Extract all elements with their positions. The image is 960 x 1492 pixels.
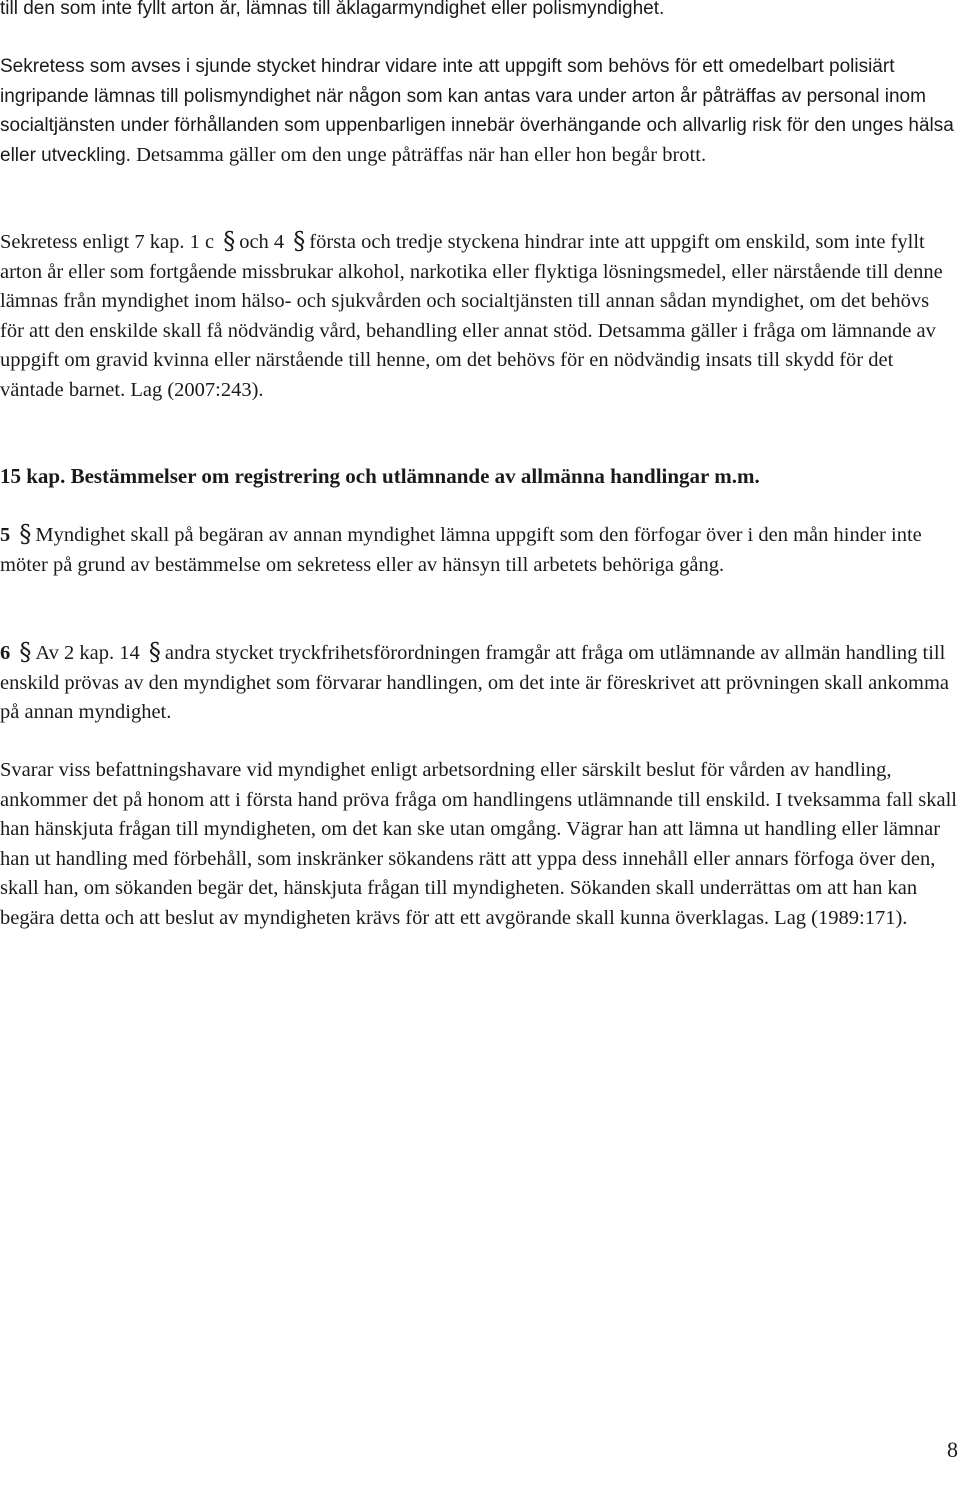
paragraph-2 <box>0 52 958 170</box>
section-number: 5 <box>0 524 11 546</box>
page-number: 8 <box>947 1437 958 1462</box>
section-mark-icon: § <box>19 638 32 666</box>
paragraph-3-part-c: första och tredje styckena hindrar inte att uppgift om enskild, som inte fyllt arton år eller som fortgående missbrukar alkohol, narkotika eller flyktiga lösningsmedel, eller närstående till denne lämnas från myndighet inom hälso- och sjukvården och socialtjänsten till annan sådan myndighet, om det behövs för att den enskilde skall få nödvändig vård, behandling eller annat stöd. Detsamma gäller i fråga om lämnande av uppgift om gravid kvinna eller närstående till henne, om det behövs för en nödvändig insats till skydd för det väntade barnet. Lag (2007:243). <box>0 231 943 401</box>
chapter-heading <box>0 462 958 492</box>
paragraph-1 <box>0 0 958 24</box>
section-mark-icon: § <box>148 638 161 666</box>
paragraph-2-tail: Detsamma gäller om den unge påträffas när han eller hon begår brott. <box>130 143 707 166</box>
paragraph-3-part-b: och 4 <box>239 231 285 253</box>
paragraph-5-part-b: andra stycket tryckfrihetsförordningen framgår att fråga om utlämnande av allmän handling till enskild prövas av den myndighet som förvarar handlingen, om det inte är föreskrivet att prövningen skall ankomma på annan myndighet. <box>0 642 950 723</box>
paragraph-5-part-a: Av 2 kap. 14 <box>35 642 140 664</box>
section-number: 6 <box>0 642 11 664</box>
paragraph-4-text: Myndighet skall på begäran av annan myndighet lämna uppgift som den förfogar över i den mån hinder inte möter på grund av bestämmelse om sekretess eller av hänsyn till arbetets behöriga gång. <box>0 524 922 576</box>
paragraph-1-text: till den som inte fyllt arton år, lämnas till åklagarmyndighet eller polismyndighet. <box>0 0 665 19</box>
paragraph-5 <box>0 639 958 728</box>
paragraph-3 <box>0 228 958 405</box>
paragraph-6-text: Svarar viss befattningshavare vid myndighet enligt arbetsordning eller särskilt beslut för vården av handling, ankommer det på honom att i första hand pröva fråga om handlingens utlämnande till enskild. I tveksamma fall skall han hänskjuta frågan till myndigheten, om det kan ske utan omgång. Vägrar han att lämna ut handling eller lämnar han ut handling med förbehåll, som inskränker sökandens rätt att yppa dess innehåll eller annars förfoga över den, skall han, om sökanden begär det, hänskjuta frågan till myndigheten. Sökanden skall underrättas om att han kan begära detta och att beslut av myndigheten krävs för att ett avgörande skall kunna överklagas. Lag (1989:171). <box>0 759 957 929</box>
section-mark-icon: § <box>293 227 306 255</box>
paragraph-3-part-a: Sekretess enligt 7 kap. 1 c <box>0 231 215 253</box>
paragraph-2-text: Sekretess som avses i sjunde stycket hindrar vidare inte att uppgift som behövs för ett omedelbart polisiärt ingripande lämnas till polismyndighet när någon som kan antas vara under arton år påträffas av personal inom socialtjänsten under förhållanden som uppenbarligen innebär överhängande och allvarlig risk för den unges hälsa eller utveckling. <box>0 56 954 166</box>
chapter-heading-text: 15 kap. Bestämmelser om registrering och utlämnande av allmänna handlingar m.m. <box>0 464 760 488</box>
paragraph-6 <box>0 756 958 933</box>
section-mark-icon: § <box>19 520 32 548</box>
paragraph-4 <box>0 521 958 580</box>
section-mark-icon: § <box>223 227 236 255</box>
